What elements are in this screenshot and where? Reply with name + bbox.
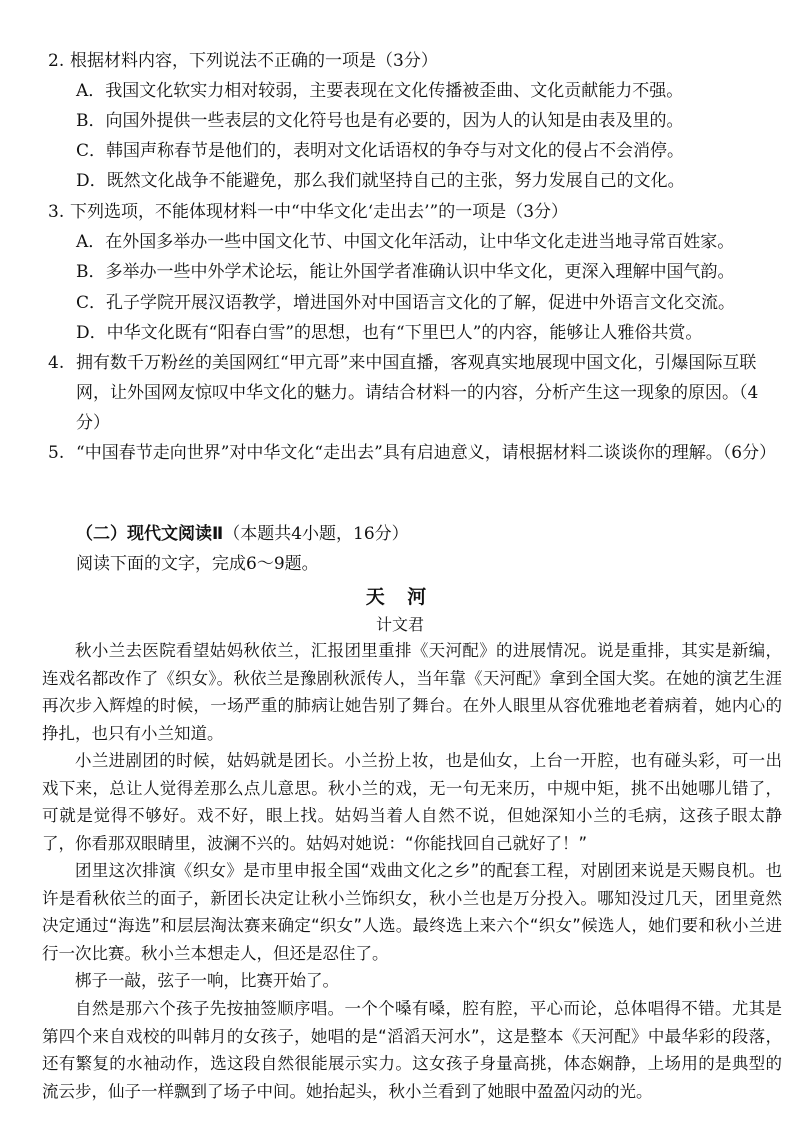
question-2-option-b: B．向国外提供一些表层的文化符号也是有必要的，因为人的认知是由表及里的。	[76, 111, 684, 131]
question-2-stem	[48, 46, 778, 76]
question-text: 下列选项，不能体现材料一中“中华文化‘走出去’”的一项是（3分）	[70, 202, 569, 222]
question-3-option-c: C．孔子学院开展汉语教学，增进国外对中国语言文化的了解，促进中外语言文化交流。	[76, 293, 736, 313]
question-3-option-d: D．中华文化既有“阳春白雪”的思想，也有“下里巴人”的内容，能够让人雅俗共赏。	[76, 323, 703, 343]
story-paragraph: 秋小兰去医院看望姑妈秋依兰，汇报团里重排《天河配》的进展情况。说是重排，其实是新编，连戏名都改作了《织女》。秋依兰是豫剧秋派传人，当年靠《天河配》拿到全国大奖。在她的演艺生涯再次步入辉煌的时候，一场严重的肺病让她告别了舞台。在外人眼里从容优雅地老着病着，她内心的挣扎，也只有小兰知道。	[42, 641, 782, 743]
question-3-option-b: B．多举办一些中外学术论坛，能让外国学者准确认识中华文化，更深入理解中国气韵。	[76, 262, 735, 282]
question-number: 3.	[48, 202, 65, 222]
section-title: （二）现代文阅读Ⅱ	[76, 524, 224, 544]
question-number: 4.	[48, 353, 65, 373]
story-paragraph: 团里这次排演《织女》是市里申报全国“戏曲文化之乡”的配套工程，对剧团来说是天赐良机。也许是看秋依兰的面子，新团长决定让秋小兰饰织女，秋小兰也是万分投入。哪知没过几天，团里竟然决定通过“海选”和层层淘汰赛来确定“织女”人选。最终选上来六个“织女”候选人，她们要和秋小兰进行一次比赛。秋小兰本想走人，但还是忍住了。	[42, 861, 782, 963]
story-author: 计文君	[375, 615, 424, 634]
question-3-option-a: A．在外国多举办一些中国文化节、中国文化年活动，让中华文化走进当地寻常百姓家。	[76, 232, 735, 252]
story-paragraph: 自然是那六个孩子先按抽签顺序唱。一个个嗓有嗓，腔有腔，平心而论，总体唱得不错。尤其是第四个来自戏校的叫韩月的女孩子，她唱的是“滔滔天河水”，这是整本《天河配》中最华彩的段落，还有繁复的水袖动作，选这段自然很能展示实力。这女孩子身量高挑，体态娴静，上场用的是典型的流云步，仙子一样飘到了场子中间。她抬起头，秋小兰看到了她眼中盈盈闪动的光。	[42, 999, 782, 1101]
question-number: 5.	[48, 443, 65, 463]
question-4-text: 拥有数千万粉丝的美国网红“甲亢哥”来中国直播，客观真实地展现中国文化，引爆国际互联网，让外国网友惊叹中华文化的魅力。请结合材料一的内容，分析产生这一现象的原因。（4分）	[76, 353, 759, 433]
question-3-stem	[48, 197, 778, 227]
question-text: 根据材料内容，下列说法不正确的一项是（3分）	[70, 51, 438, 71]
story-title: 天 河	[365, 586, 435, 608]
question-2-option-a: A．我国文化软实力相对较弱，主要表现在文化传播被歪曲、文化贡献能力不强。	[76, 81, 684, 101]
section-instruction: 阅读下面的文字，完成6～9题。	[76, 554, 319, 574]
section-heading	[76, 520, 409, 548]
story-paragraph: 小兰进剧团的时候，姑妈就是团长。小兰扮上妆，也是仙女，上台一开腔，也有碰头彩，可一出戏下来，总让人觉得差那么点儿意思。秋小兰的戏，无一句无来历，中规中矩，挑不出她哪儿错了，可就是觉得不够好。戏不好，眼上找。姑妈当着人自然不说，但她深知小兰的毛病，这孩子眼太静了，你看那双眼睛里，波澜不兴的。姑妈对她说：“你能找回自己就好了！”	[42, 751, 782, 853]
question-2-option-c: C．韩国声称春节是他们的，表明对文化话语权的争夺与对文化的侵占不会消停。	[76, 141, 685, 161]
question-5-text: “中国春节走向世界”对中华文化“走出去”具有启迪意义，请根据材料二谈谈你的理解。（6分）	[76, 443, 777, 463]
question-number: 2.	[48, 51, 65, 71]
story-paragraph: 梆子一敲，弦子一响，比赛开始了。	[75, 971, 339, 990]
section-meta: （本题共4小题，16分）	[223, 524, 409, 544]
question-2-option-d: D．既然文化战争不能避免，那么我们就坚持自己的主张，努力发展自己的文化。	[76, 171, 685, 191]
